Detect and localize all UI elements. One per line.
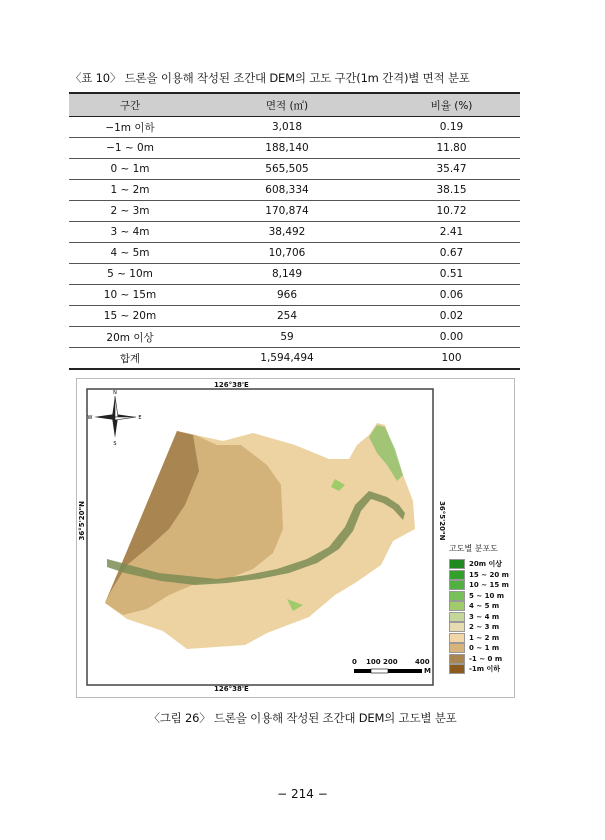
scale-label-400: 400 <box>415 658 430 666</box>
cell-interval: 합계 <box>69 348 191 370</box>
legend-swatch <box>449 633 465 643</box>
cell-ratio: 0.02 <box>383 306 520 327</box>
cell-ratio: 10.72 <box>383 201 520 222</box>
legend-item <box>449 633 513 644</box>
cell-area: 254 <box>191 306 383 327</box>
legend-swatch <box>449 622 465 632</box>
scale-bar <box>354 669 422 673</box>
cell-area: 8,149 <box>191 264 383 285</box>
legend-swatch <box>449 601 465 611</box>
compass-n: N <box>113 390 117 396</box>
legend-item <box>449 654 513 665</box>
cell-area: 3,018 <box>191 117 383 138</box>
legend-swatch <box>449 580 465 590</box>
header-area: 면적 (㎡) <box>191 93 383 117</box>
cell-ratio: 0.00 <box>383 327 520 348</box>
legend-swatch <box>449 654 465 664</box>
table-row <box>69 264 520 285</box>
legend-item <box>449 664 513 675</box>
legend-label: 10 ~ 15 m <box>469 581 509 590</box>
cell-interval: 15 ~ 20m <box>69 306 191 327</box>
table-row <box>69 327 520 348</box>
cell-ratio: 2.41 <box>383 222 520 243</box>
table-row <box>69 306 520 327</box>
legend-swatch <box>449 643 465 653</box>
cell-ratio: 38.15 <box>383 180 520 201</box>
cell-ratio: 0.19 <box>383 117 520 138</box>
legend-label: 2 ~ 3 m <box>469 623 500 632</box>
compass-w: W <box>87 415 93 421</box>
cell-area: 10,706 <box>191 243 383 264</box>
legend-title: 고도별 분포도 <box>449 544 498 553</box>
legend-label: 4 ~ 5 m <box>469 602 500 611</box>
cell-interval: −1 ~ 0m <box>69 138 191 159</box>
page-number: − 214 − <box>277 787 328 801</box>
legend-label: 15 ~ 20 m <box>469 570 509 579</box>
area-distribution-table <box>69 92 520 370</box>
table-row <box>69 222 520 243</box>
cell-interval: 3 ~ 4m <box>69 222 191 243</box>
cell-area: 59 <box>191 327 383 348</box>
table-row <box>69 201 520 222</box>
header-interval: 구간 <box>69 93 191 117</box>
cell-ratio: 35.47 <box>383 159 520 180</box>
legend-swatch <box>449 664 465 674</box>
cell-area: 608,334 <box>191 180 383 201</box>
legend-swatch <box>449 570 465 580</box>
cell-area: 1,594,494 <box>191 348 383 370</box>
legend-item <box>449 622 513 633</box>
table-header-row <box>69 93 520 117</box>
cell-area: 565,505 <box>191 159 383 180</box>
cell-ratio: 100 <box>383 348 520 370</box>
legend-item <box>449 570 513 581</box>
cell-interval: 1 ~ 2m <box>69 180 191 201</box>
coord-bottom-label: 126°38'E <box>214 685 249 693</box>
cell-area: 38,492 <box>191 222 383 243</box>
legend-label: -1 ~ 0 m <box>469 654 503 663</box>
coord-right-label: 36°5'20"N <box>438 501 446 541</box>
cell-interval: 5 ~ 10m <box>69 264 191 285</box>
legend-item <box>449 643 513 654</box>
table-caption: 〈표 10〉 드론을 이용해 작성된 조간대 DEM의 고도 구간(1m 간격)별 면적 분포 <box>70 71 470 85</box>
legend-label: 1 ~ 2 m <box>469 633 500 642</box>
cell-ratio: 11.80 <box>383 138 520 159</box>
compass-s: S <box>113 441 117 447</box>
elevation-legend <box>449 543 513 675</box>
legend-label: -1m 이하 <box>469 665 501 674</box>
cell-ratio: 0.51 <box>383 264 520 285</box>
coord-top-label: 126°38'E <box>214 381 249 389</box>
legend-label: 20m 이상 <box>469 560 502 569</box>
scale-label-0: 0 <box>352 658 357 666</box>
table-row <box>69 138 520 159</box>
scale-bar-labels <box>352 658 431 675</box>
cell-area: 188,140 <box>191 138 383 159</box>
table-row <box>69 180 520 201</box>
legend-item <box>449 591 513 602</box>
cell-interval: 4 ~ 5m <box>69 243 191 264</box>
legend-swatch <box>449 559 465 569</box>
legend-item <box>449 580 513 591</box>
cell-ratio: 0.67 <box>383 243 520 264</box>
compass-e: E <box>138 415 142 421</box>
legend-item <box>449 601 513 612</box>
cell-interval: 2 ~ 3m <box>69 201 191 222</box>
table-row <box>69 117 520 138</box>
figure-caption: 〈그림 26〉 드론을 이용해 작성된 조간대 DEM의 고도별 분포 <box>148 711 457 725</box>
table-row <box>69 348 520 370</box>
cell-interval: 20m 이상 <box>69 327 191 348</box>
cell-area: 170,874 <box>191 201 383 222</box>
coord-left-label: 36°5'20"N <box>78 501 86 541</box>
legend-label: 0 ~ 1 m <box>469 644 500 653</box>
scale-unit: M <box>424 667 431 675</box>
scale-label-200: 200 <box>383 658 398 666</box>
legend-item <box>449 612 513 623</box>
cell-area: 966 <box>191 285 383 306</box>
legend-swatch <box>449 612 465 622</box>
table-row <box>69 159 520 180</box>
table-row <box>69 285 520 306</box>
legend-label: 3 ~ 4 m <box>469 612 500 621</box>
legend-swatch <box>449 591 465 601</box>
dem-map-figure <box>76 378 515 698</box>
cell-interval: 0 ~ 1m <box>69 159 191 180</box>
scale-label-100: 100 <box>366 658 381 666</box>
legend-label: 5 ~ 10 m <box>469 591 505 600</box>
cell-interval: −1m 이하 <box>69 117 191 138</box>
cell-ratio: 0.06 <box>383 285 520 306</box>
header-ratio: 비율 (%) <box>383 93 520 117</box>
table-row <box>69 243 520 264</box>
cell-interval: 10 ~ 15m <box>69 285 191 306</box>
legend-item <box>449 559 513 570</box>
